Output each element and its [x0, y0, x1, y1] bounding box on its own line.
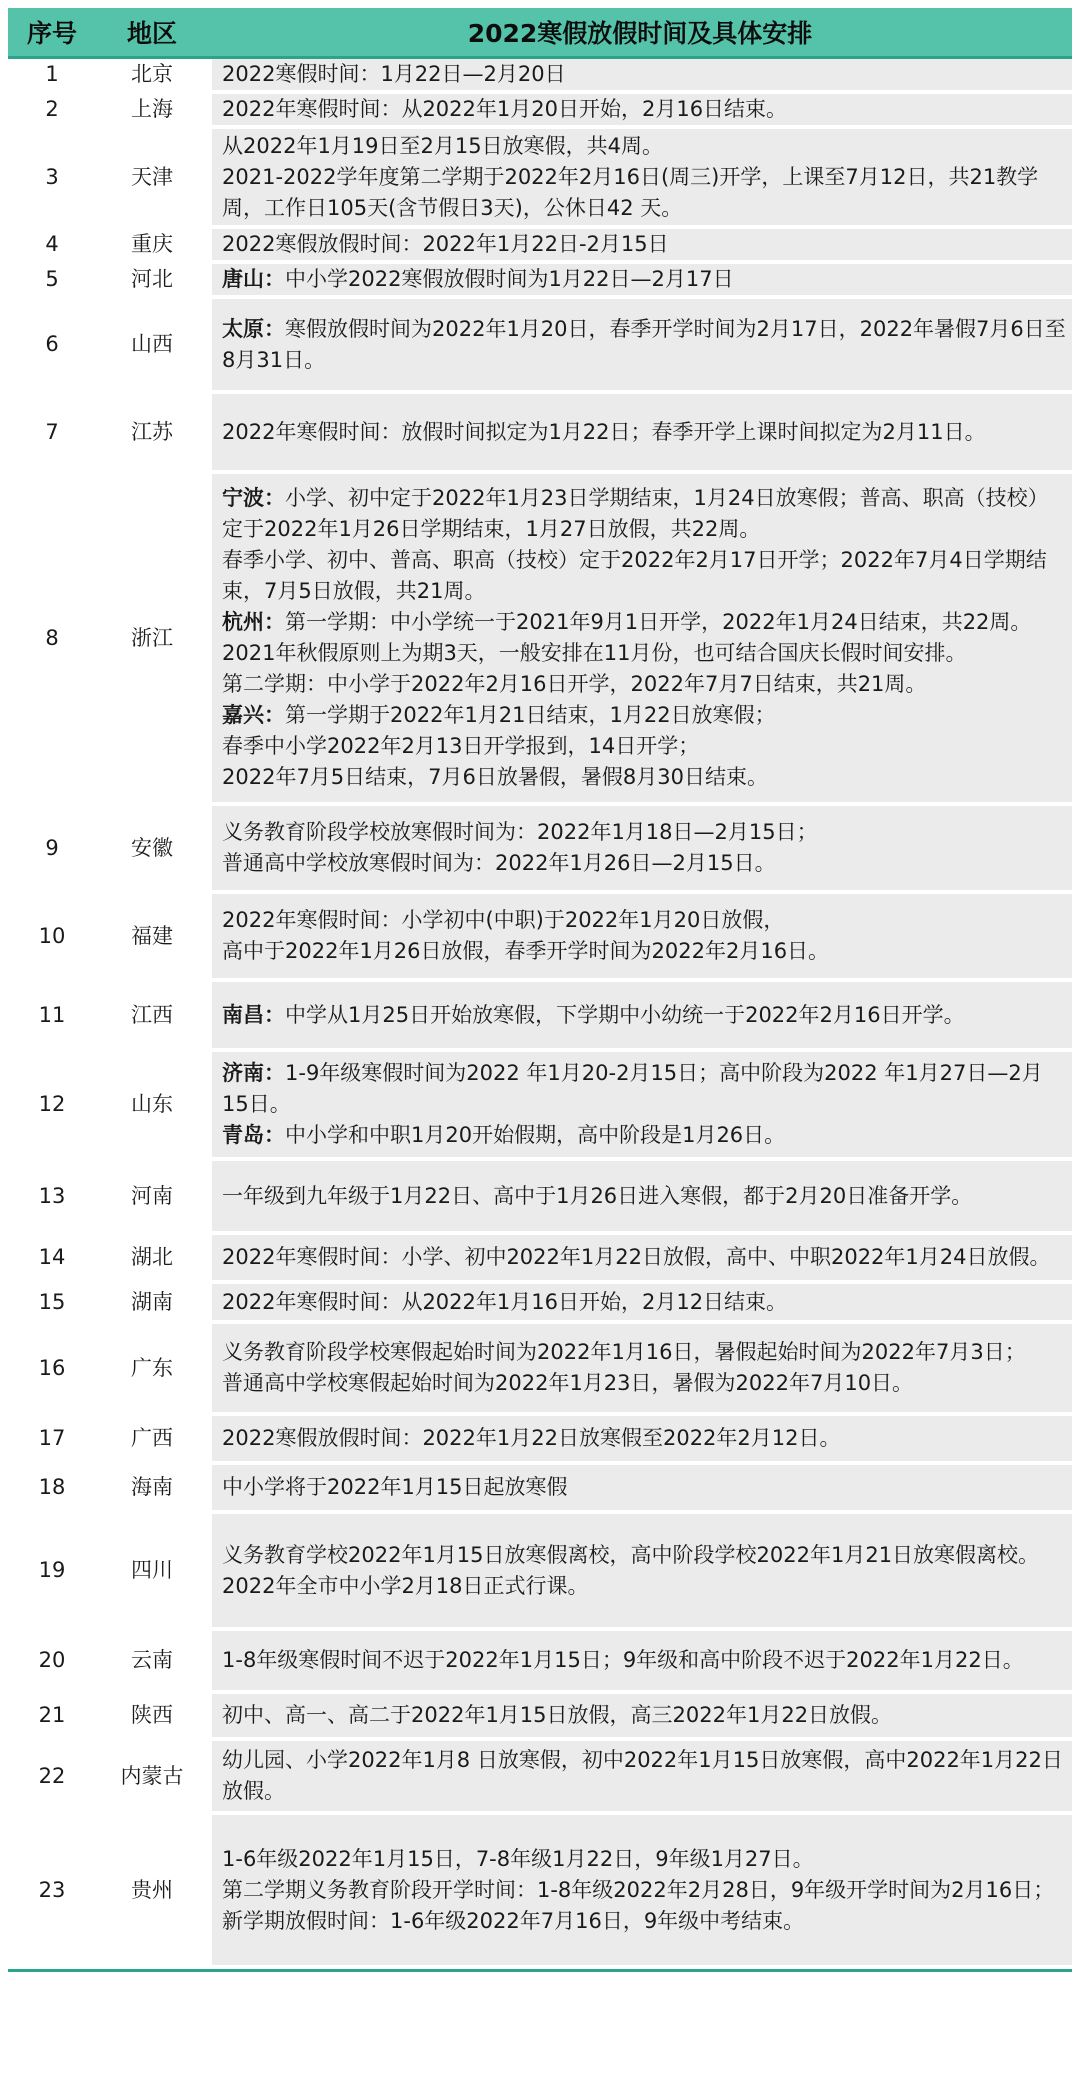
row-region: 重庆	[96, 229, 208, 264]
arrangement-line	[222, 1423, 1066, 1454]
arrangement-text: 普通高中学校寒假起始时间为2022年1月23日，暑假为2022年7月10日。	[222, 1371, 914, 1395]
row-number: 1	[8, 59, 96, 94]
city-label: 南昌：	[222, 1002, 285, 1027]
row-arrangement	[208, 229, 1072, 264]
table-row	[8, 299, 1072, 394]
row-arrangement	[208, 264, 1072, 299]
table-row	[8, 1324, 1072, 1416]
header-col-no: 序号	[8, 8, 96, 59]
arrangement-text: 中小学将于2022年1月15日起放寒假	[222, 1475, 568, 1499]
row-region: 河南	[96, 1161, 208, 1235]
table-row	[8, 1741, 1072, 1815]
row-number: 22	[8, 1741, 96, 1815]
row-arrangement	[208, 894, 1072, 982]
row-region: 湖南	[96, 1284, 208, 1324]
city-label: 济南：	[222, 1061, 285, 1085]
row-arrangement	[208, 59, 1072, 94]
header-col-region: 地区	[96, 8, 208, 59]
row-arrangement	[208, 982, 1072, 1052]
row-arrangement	[208, 1815, 1072, 1969]
table-row	[8, 894, 1072, 982]
arrangement-line	[222, 1058, 1066, 1120]
arrangement-line	[222, 1906, 1066, 1937]
row-arrangement	[208, 1052, 1072, 1161]
arrangement-line	[222, 1875, 1066, 1906]
arrangement-line	[222, 483, 1066, 545]
arrangement-line	[222, 59, 1066, 90]
table-row	[8, 806, 1072, 894]
row-region: 云南	[96, 1631, 208, 1694]
table-row	[8, 982, 1072, 1052]
row-number: 19	[8, 1514, 96, 1631]
row-arrangement	[208, 299, 1072, 394]
row-arrangement	[208, 94, 1072, 129]
arrangement-text: 2022年寒假时间：放假时间拟定为1月22日；春季开学上课时间拟定为2月11日。	[222, 419, 986, 444]
arrangement-line	[222, 700, 1066, 731]
arrangement-line	[222, 314, 1066, 376]
bottom-rule	[8, 1969, 1072, 1972]
row-arrangement	[208, 1465, 1072, 1514]
row-number: 5	[8, 264, 96, 299]
arrangement-text: 1-6年级2022年1月15日，7-8年级1月22日，9年级1月27日。	[222, 1846, 814, 1871]
row-arrangement	[208, 394, 1072, 474]
table-row	[8, 1694, 1072, 1741]
row-region: 广东	[96, 1324, 208, 1416]
row-number: 4	[8, 229, 96, 264]
table-row	[8, 59, 1072, 94]
arrangement-line	[222, 545, 1066, 607]
row-number: 13	[8, 1161, 96, 1235]
row-region: 福建	[96, 894, 208, 982]
table-header	[8, 8, 1072, 59]
row-region: 内蒙古	[96, 1741, 208, 1815]
row-region: 贵州	[96, 1815, 208, 1969]
arrangement-line	[222, 1844, 1066, 1875]
arrangement-line	[222, 905, 1066, 936]
arrangement-text: 第一学期于2022年1月21日结束，1月22日放寒假；	[285, 703, 776, 727]
arrangement-line	[222, 1337, 1066, 1368]
arrangement-line	[222, 1181, 1066, 1212]
row-arrangement	[208, 1416, 1072, 1465]
arrangement-line	[222, 638, 1066, 669]
arrangement-line	[222, 607, 1066, 638]
arrangement-line	[222, 417, 1066, 448]
row-arrangement	[208, 1324, 1072, 1416]
arrangement-text: 第二学期义务教育阶段开学时间：1-8年级2022年2月28日，9年级开学时间为2月16日；	[222, 1877, 1055, 1902]
arrangement-line	[222, 731, 1066, 762]
arrangement-text: 寒假放假时间为2022年1月20日，春季开学时间为2月17日，2022年暑假7月6日至8月31日。	[222, 316, 1066, 372]
table-row	[8, 264, 1072, 299]
arrangement-line	[222, 1472, 1066, 1503]
row-region: 河北	[96, 264, 208, 299]
row-region: 江苏	[96, 394, 208, 474]
row-number: 6	[8, 299, 96, 394]
row-number: 3	[8, 129, 96, 229]
table-row	[8, 1052, 1072, 1161]
arrangement-text: 新学期放假时间：1-6年级2022年7月16日，9年级中考结束。	[222, 1908, 805, 1933]
row-number: 18	[8, 1465, 96, 1514]
arrangement-text: 一年级到九年级于1月22日、高中于1月26日进入寒假，都于2月20日准备开学。	[222, 1183, 973, 1208]
arrangement-line	[222, 1368, 1066, 1399]
header-col-title: 2022寒假放假时间及具体安排	[208, 8, 1072, 59]
row-region: 上海	[96, 94, 208, 129]
row-region: 江西	[96, 982, 208, 1052]
arrangement-line	[222, 1700, 1066, 1731]
row-arrangement	[208, 1741, 1072, 1815]
arrangement-text: 2021年秋假原则上为期3天，一般安排在11月份，也可结合国庆长假时间安排。	[222, 641, 967, 665]
table-row	[8, 94, 1072, 129]
row-region: 天津	[96, 129, 208, 229]
row-number: 14	[8, 1235, 96, 1284]
arrangement-text: 2022年寒假时间：从2022年1月16日开始，2月12日结束。	[222, 1289, 788, 1314]
table-body	[8, 59, 1072, 1969]
arrangement-text: 中小学和中职1月20开始假期，高中阶段是1月26日。	[285, 1123, 786, 1147]
row-arrangement	[208, 129, 1072, 229]
arrangement-text: 春季小学、初中、普高、职高（技校）定于2022年2月17日开学；2022年7月4日学期结束，7月5日放假，共21周。	[222, 548, 1047, 603]
row-region: 陕西	[96, 1694, 208, 1741]
row-region: 湖北	[96, 1235, 208, 1284]
row-arrangement	[208, 1631, 1072, 1694]
arrangement-line	[222, 762, 1066, 793]
arrangement-text: 1-9年级寒假时间为2022 年1月20-2月15日；高中阶段为2022 年1月27日—2月15日。	[222, 1061, 1043, 1116]
row-number: 9	[8, 806, 96, 894]
arrangement-text: 第一学期：中小学统一于2021年9月1日开学，2022年1月24日结束，共22周。	[285, 610, 1032, 634]
city-label: 青岛：	[222, 1123, 285, 1147]
arrangement-text: 从2022年1月19日至2月15日放寒假，共4周。	[222, 133, 663, 158]
table-row	[8, 1161, 1072, 1235]
table-row	[8, 1235, 1072, 1284]
arrangement-text: 2022年寒假时间：从2022年1月20日开始，2月16日结束。	[222, 97, 788, 121]
row-arrangement	[208, 1284, 1072, 1324]
arrangement-line	[222, 94, 1066, 125]
arrangement-line	[222, 1645, 1066, 1676]
row-region: 北京	[96, 59, 208, 94]
row-arrangement	[208, 806, 1072, 894]
table-row	[8, 1631, 1072, 1694]
arrangement-line	[222, 669, 1066, 700]
arrangement-text: 2022寒假时间：1月22日—2月20日	[222, 62, 566, 86]
table-row	[8, 1514, 1072, 1631]
header-row	[8, 8, 1072, 59]
row-number: 2	[8, 94, 96, 129]
arrangement-line	[222, 848, 1066, 879]
table-row	[8, 129, 1072, 229]
arrangement-text: 高中于2022年1月26日放假，春季开学时间为2022年2月16日。	[222, 939, 830, 963]
arrangement-text: 小学、初中定于2022年1月23日学期结束，1月24日放寒假；普高、职高（技校）定于2022年1月26日学期结束，1月27日放假，共22周。	[222, 486, 1049, 541]
arrangement-text: 2022年全市中小学2月18日正式行课。	[222, 1573, 589, 1598]
arrangement-text: 2022寒假放假时间：2022年1月22日-2月15日	[222, 232, 669, 256]
arrangement-text: 2022寒假放假时间：2022年1月22日放寒假至2022年2月12日。	[222, 1426, 841, 1450]
arrangement-line	[222, 1287, 1066, 1318]
city-label: 宁波：	[222, 486, 285, 510]
row-arrangement	[208, 1161, 1072, 1235]
row-number: 15	[8, 1284, 96, 1324]
table-row	[8, 394, 1072, 474]
arrangement-line	[222, 1000, 1066, 1031]
arrangement-text: 春季中小学2022年2月13日开学报到，14日开学；	[222, 734, 700, 758]
table-row	[8, 474, 1072, 806]
arrangement-line	[222, 1540, 1066, 1571]
row-number: 20	[8, 1631, 96, 1694]
city-label: 嘉兴：	[222, 703, 285, 727]
row-region: 浙江	[96, 474, 208, 806]
row-region: 海南	[96, 1465, 208, 1514]
arrangement-line	[222, 1242, 1066, 1273]
row-region: 山东	[96, 1052, 208, 1161]
arrangement-text: 义务教育学校2022年1月15日放寒假离校，高中阶段学校2022年1月21日放寒假离校。	[222, 1542, 1040, 1567]
table-row	[8, 1416, 1072, 1465]
table-row	[8, 1465, 1072, 1514]
arrangement-text: 义务教育阶段学校放寒假时间为：2022年1月18日—2月15日；	[222, 820, 818, 844]
arrangement-text: 2022年7月5日结束，7月6日放暑假，暑假8月30日结束。	[222, 765, 768, 789]
row-arrangement	[208, 1694, 1072, 1741]
row-number: 11	[8, 982, 96, 1052]
arrangement-text: 2022年寒假时间：小学、初中2022年1月22日放假，高中、中职2022年1月24日放假。	[222, 1245, 1051, 1269]
city-label: 唐山：	[222, 267, 285, 291]
arrangement-text: 义务教育阶段学校寒假起始时间为2022年1月16日，暑假起始时间为2022年7月3日；	[222, 1340, 1026, 1364]
row-region: 安徽	[96, 806, 208, 894]
arrangement-text: 第二学期：中小学于2022年2月16日开学，2022年7月7日结束，共21周。	[222, 672, 927, 696]
table-row	[8, 1815, 1072, 1969]
arrangement-line	[222, 162, 1066, 224]
arrangement-line	[222, 817, 1066, 848]
row-number: 17	[8, 1416, 96, 1465]
arrangement-text: 幼儿园、小学2022年1月8 日放寒假，初中2022年1月15日放寒假，高中2022年1月22日放假。	[222, 1748, 1063, 1803]
row-arrangement	[208, 474, 1072, 806]
arrangement-line	[222, 229, 1066, 260]
row-region: 四川	[96, 1514, 208, 1631]
arrangement-line	[222, 936, 1066, 967]
arrangement-line	[222, 264, 1066, 295]
arrangement-text: 初中、高一、高二于2022年1月15日放假，高三2022年1月22日放假。	[222, 1703, 893, 1727]
row-arrangement	[208, 1514, 1072, 1631]
arrangement-text: 2021-2022学年度第二学期于2022年2月16日(周三)开学，上课至7月12日，共21教学周，工作日105天(含节假日3天)，公休日42 天。	[222, 164, 1039, 220]
city-label: 太原：	[222, 316, 285, 341]
table-row	[8, 1284, 1072, 1324]
row-number: 23	[8, 1815, 96, 1969]
arrangement-line	[222, 1745, 1066, 1807]
row-number: 7	[8, 394, 96, 474]
table-row	[8, 229, 1072, 264]
winter-vacation-table	[8, 8, 1072, 1969]
arrangement-line	[222, 1120, 1066, 1151]
row-number: 10	[8, 894, 96, 982]
row-number: 21	[8, 1694, 96, 1741]
arrangement-line	[222, 1571, 1066, 1602]
schedule-table-wrapper	[8, 8, 1072, 1972]
row-number: 12	[8, 1052, 96, 1161]
arrangement-text: 1-8年级寒假时间不迟于2022年1月15日；9年级和高中阶段不迟于2022年1月22日。	[222, 1648, 1024, 1672]
arrangement-text: 2022年寒假时间：小学初中(中职)于2022年1月20日放假，	[222, 908, 785, 932]
city-label: 杭州：	[222, 610, 285, 634]
row-region: 山西	[96, 299, 208, 394]
arrangement-text: 中小学2022寒假放假时间为1月22日—2月17日	[285, 267, 734, 291]
row-number: 16	[8, 1324, 96, 1416]
arrangement-text: 中学从1月25日开始放寒假，下学期中小幼统一于2022年2月16日开学。	[285, 1002, 965, 1027]
row-region: 广西	[96, 1416, 208, 1465]
row-number: 8	[8, 474, 96, 806]
arrangement-text: 普通高中学校放寒假时间为：2022年1月26日—2月15日。	[222, 851, 776, 875]
row-arrangement	[208, 1235, 1072, 1284]
arrangement-line	[222, 131, 1066, 162]
